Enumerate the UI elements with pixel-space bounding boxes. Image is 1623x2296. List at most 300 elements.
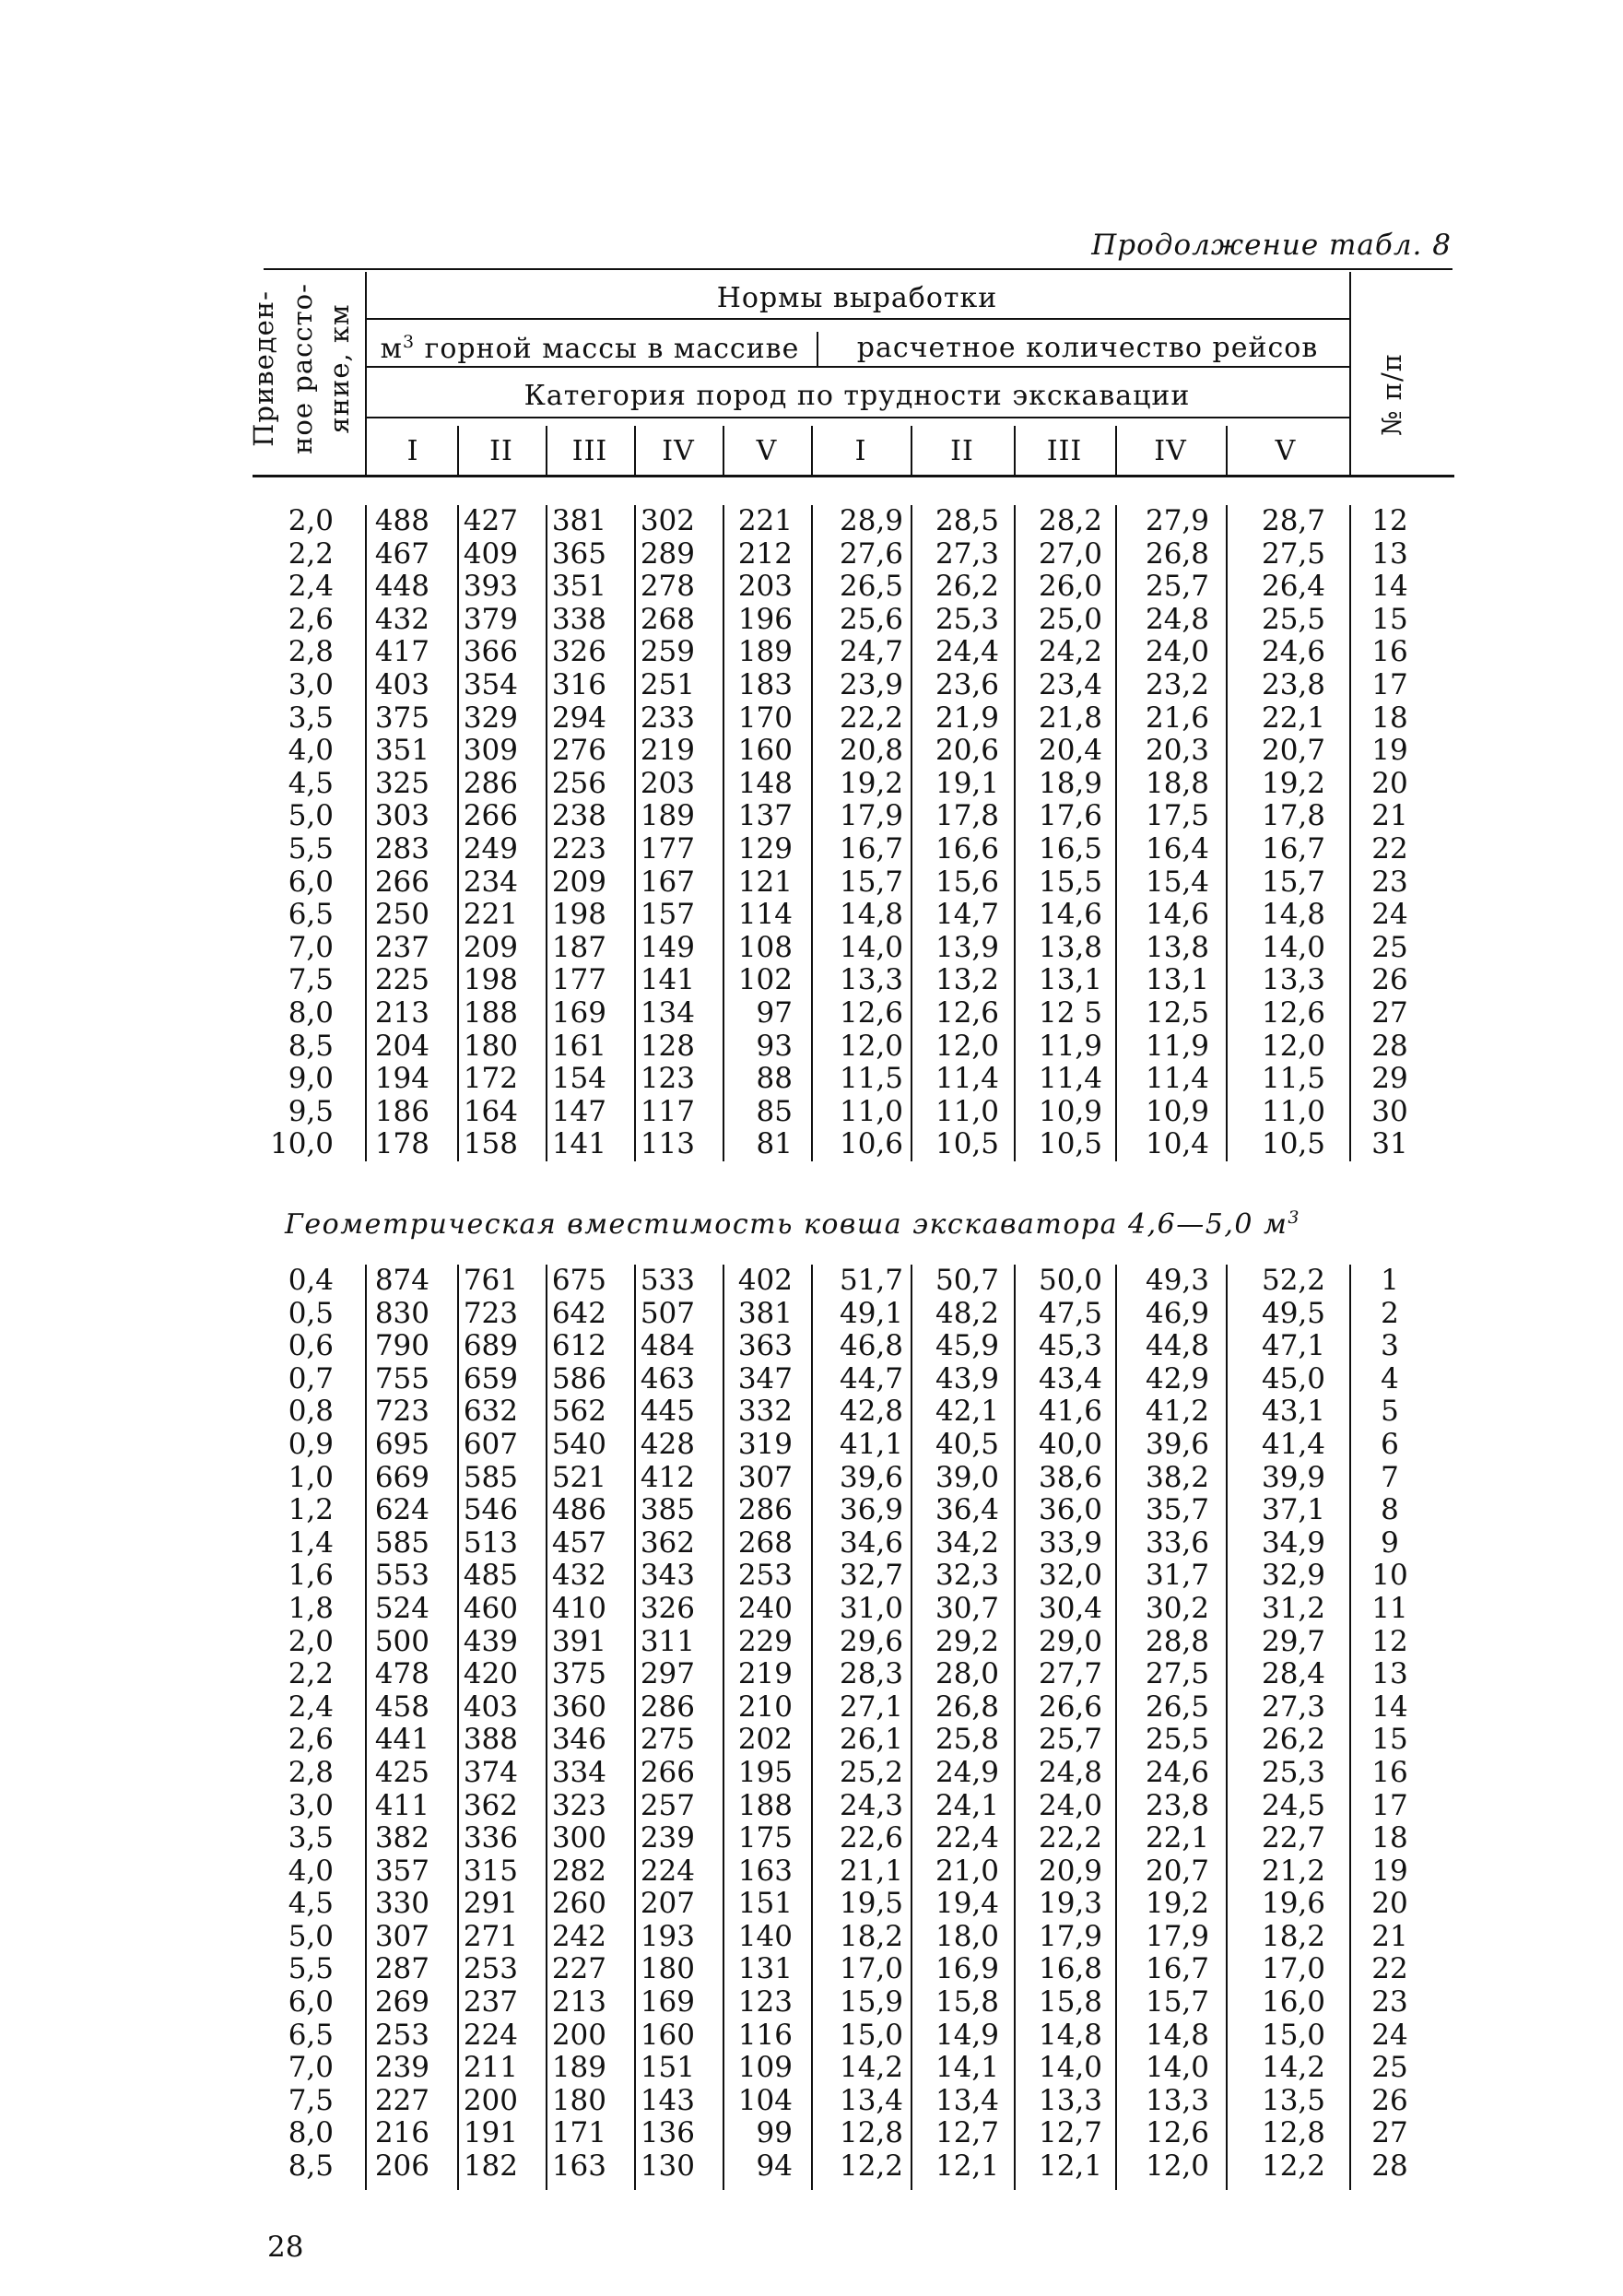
table-cell: 20 bbox=[1371, 766, 1408, 800]
table-cell: 21,0 bbox=[935, 1854, 999, 1888]
rule-norms bbox=[365, 318, 1349, 320]
vrule-b1-3 bbox=[634, 505, 636, 1161]
table-cell: 24,4 bbox=[935, 635, 999, 669]
table-cell: 16,4 bbox=[1145, 831, 1209, 865]
table-cell: 12,2 bbox=[839, 2149, 903, 2184]
table-cell: 39,6 bbox=[839, 1460, 903, 1494]
table-cell: 26,2 bbox=[1261, 1723, 1325, 1757]
table-cell: 134 bbox=[640, 995, 695, 1030]
table-cell: 32,9 bbox=[1261, 1559, 1325, 1593]
table-cell: 18,2 bbox=[839, 1919, 903, 1953]
vrule-b1-6 bbox=[911, 505, 912, 1161]
table-cell: 761 bbox=[463, 1264, 518, 1297]
table-cell: 16,9 bbox=[935, 1952, 999, 1986]
table-cell: 463 bbox=[640, 1361, 695, 1395]
table-cell: 13 bbox=[1371, 536, 1408, 571]
table-cell: 237 bbox=[374, 930, 429, 964]
table-cell: 669 bbox=[374, 1460, 429, 1494]
vrule-h-9 bbox=[1226, 426, 1228, 475]
table-cell: 268 bbox=[737, 1525, 793, 1560]
table-cell: 128 bbox=[640, 1029, 695, 1063]
table-cell: 210 bbox=[737, 1690, 793, 1724]
table-cell: 13,9 bbox=[935, 930, 999, 964]
table-cell: 18,8 bbox=[1145, 766, 1209, 800]
table-cell: 15,9 bbox=[839, 1985, 903, 2019]
table-cell: 10,9 bbox=[1038, 1094, 1102, 1128]
table-cell: 13,2 bbox=[935, 963, 999, 997]
table-cell: 12,6 bbox=[1261, 995, 1325, 1030]
table-cell: 486 bbox=[551, 1493, 606, 1527]
table-cell: 10,5 bbox=[1038, 1127, 1102, 1161]
table-cell: 27,5 bbox=[1145, 1657, 1209, 1691]
table-cell: 45,9 bbox=[935, 1329, 999, 1363]
table-cell: 18,2 bbox=[1261, 1919, 1325, 1953]
table-cell: 23,9 bbox=[839, 667, 903, 701]
table-cell: 202 bbox=[737, 1723, 793, 1757]
table-cell: 21,6 bbox=[1145, 701, 1209, 735]
table-cell: 1,2 bbox=[288, 1493, 334, 1527]
table-cell: 19,4 bbox=[935, 1887, 999, 1921]
table-cell: 417 bbox=[374, 635, 429, 669]
table-cell: 336 bbox=[463, 1821, 518, 1855]
b2-volume-column-1 bbox=[369, 1265, 429, 2184]
table-cell: 266 bbox=[640, 1755, 695, 1789]
table-cell: 360 bbox=[551, 1690, 606, 1724]
table-cell: 585 bbox=[374, 1525, 429, 1560]
header-category-trips-3: III bbox=[1046, 435, 1083, 467]
table-cell: 186 bbox=[374, 1094, 429, 1128]
table-cell: 307 bbox=[737, 1460, 793, 1494]
table-cell: 240 bbox=[737, 1591, 793, 1625]
table-cell: 5,5 bbox=[288, 1952, 334, 1986]
table-cell: 225 bbox=[374, 963, 429, 997]
table-cell: 266 bbox=[374, 865, 429, 899]
table-cell: 154 bbox=[551, 1062, 606, 1096]
table-cell: 24,7 bbox=[839, 635, 903, 669]
table-cell: 307 bbox=[374, 1919, 429, 1953]
table-cell: 30,7 bbox=[935, 1591, 999, 1625]
table-cell: 25,7 bbox=[1038, 1723, 1102, 1757]
table-cell: 5,0 bbox=[288, 1919, 334, 1953]
table-cell: 12,0 bbox=[839, 1029, 903, 1063]
table-cell: 28,5 bbox=[935, 504, 999, 537]
table-cell: 163 bbox=[551, 2149, 606, 2184]
table-cell: 21,8 bbox=[1038, 701, 1102, 735]
table-cell: 23,8 bbox=[1145, 1788, 1209, 1822]
table-cell: 755 bbox=[374, 1361, 429, 1395]
table-cell: 15,0 bbox=[839, 2018, 903, 2052]
table-cell: 271 bbox=[463, 1919, 518, 1953]
table-cell: 46,8 bbox=[839, 1329, 903, 1363]
table-cell: 9,0 bbox=[288, 1062, 334, 1096]
vrule-volume-trips bbox=[817, 332, 818, 367]
table-cell: 194 bbox=[374, 1062, 429, 1096]
table-cell: 790 bbox=[374, 1329, 429, 1363]
table-cell: 695 bbox=[374, 1427, 429, 1461]
table-cell: 113 bbox=[640, 1127, 695, 1161]
table-cell: 224 bbox=[463, 2018, 518, 2052]
table-cell: 300 bbox=[551, 1821, 606, 1855]
table-caption: Продолжение табл. 8 bbox=[1091, 229, 1452, 262]
b2-row-number-column bbox=[1351, 1265, 1429, 2184]
table-cell: 24,1 bbox=[935, 1788, 999, 1822]
table-cell: 24,8 bbox=[1038, 1755, 1102, 1789]
table-cell: 249 bbox=[463, 831, 518, 865]
table-cell: 22 bbox=[1371, 831, 1408, 865]
table-cell: 1,0 bbox=[288, 1460, 334, 1494]
table-cell: 193 bbox=[640, 1919, 695, 1953]
table-cell: 6,5 bbox=[288, 898, 334, 932]
table-cell: 332 bbox=[737, 1395, 793, 1429]
table-cell: 88 bbox=[756, 1062, 793, 1096]
table-cell: 21,2 bbox=[1261, 1854, 1325, 1888]
table-cell: 26,5 bbox=[839, 570, 903, 604]
table-cell: 216 bbox=[374, 2116, 429, 2150]
header-category-trips-4: IV bbox=[1154, 435, 1187, 467]
table-cell: 52,2 bbox=[1261, 1264, 1325, 1297]
table-cell: 14,8 bbox=[1261, 898, 1325, 932]
b2-volume-column-4 bbox=[638, 1265, 695, 2184]
table-cell: 27,7 bbox=[1038, 1657, 1102, 1691]
table-cell: 14,8 bbox=[1038, 2018, 1102, 2052]
table-cell: 2,2 bbox=[288, 536, 334, 571]
table-cell: 11,4 bbox=[1038, 1062, 1102, 1096]
table-cell: 23,2 bbox=[1145, 667, 1209, 701]
table-cell: 123 bbox=[737, 1985, 793, 2019]
table-cell: 38,2 bbox=[1145, 1460, 1209, 1494]
table-cell: 237 bbox=[463, 1985, 518, 2019]
header-category-trips-1: I bbox=[854, 435, 867, 467]
table-cell: 2 bbox=[1381, 1296, 1399, 1330]
header-category-trips-5: V bbox=[1275, 435, 1297, 467]
vrule-b2-2 bbox=[546, 1265, 547, 2190]
table-cell: 20,7 bbox=[1261, 734, 1325, 768]
table-cell: 26,4 bbox=[1261, 570, 1325, 604]
table-cell: 48,2 bbox=[935, 1296, 999, 1330]
table-cell: 385 bbox=[640, 1493, 695, 1527]
table-cell: 219 bbox=[737, 1657, 793, 1691]
table-cell: 23,6 bbox=[935, 667, 999, 701]
table-cell: 388 bbox=[463, 1723, 518, 1757]
table-cell: 253 bbox=[374, 2018, 429, 2052]
table-cell: 28,3 bbox=[839, 1657, 903, 1691]
table-cell: 32,3 bbox=[935, 1559, 999, 1593]
table-cell: 4,0 bbox=[288, 1854, 334, 1888]
table-cell: 17,6 bbox=[1038, 799, 1102, 833]
vrule-b2-3 bbox=[634, 1265, 636, 2190]
table-cell: 29,0 bbox=[1038, 1624, 1102, 1658]
table-cell: 204 bbox=[374, 1029, 429, 1063]
vrule-b2-distance bbox=[365, 1265, 367, 2190]
table-cell: 151 bbox=[737, 1887, 793, 1921]
table-cell: 221 bbox=[737, 504, 793, 537]
table-cell: 33,9 bbox=[1038, 1525, 1102, 1560]
table-cell: 13,8 bbox=[1038, 930, 1102, 964]
header-distance-line-3: яние, км bbox=[323, 303, 355, 434]
vrule-b2-7 bbox=[1014, 1265, 1016, 2190]
table-cell: 251 bbox=[640, 667, 695, 701]
table-cell: 22,7 bbox=[1261, 1821, 1325, 1855]
table-cell: 10,4 bbox=[1145, 1127, 1209, 1161]
header-category-title: Категория пород по трудности экскавации bbox=[523, 380, 1191, 412]
table-cell: 391 bbox=[551, 1624, 606, 1658]
table-cell: 366 bbox=[463, 635, 518, 669]
table-cell: 15,7 bbox=[1145, 1985, 1209, 2019]
table-cell: 432 bbox=[374, 602, 429, 636]
table-cell: 10,0 bbox=[269, 1127, 334, 1161]
table-cell: 533 bbox=[640, 1264, 695, 1297]
table-cell: 632 bbox=[463, 1395, 518, 1429]
table-cell: 15,7 bbox=[1261, 865, 1325, 899]
table-cell: 187 bbox=[551, 930, 606, 964]
table-cell: 36,4 bbox=[935, 1493, 999, 1527]
table-cell: 16 bbox=[1371, 635, 1408, 669]
table-cell: 2,8 bbox=[288, 635, 334, 669]
table-cell: 13 bbox=[1371, 1657, 1408, 1691]
table-cell: 4 bbox=[1381, 1361, 1399, 1395]
table-cell: 17,9 bbox=[839, 799, 903, 833]
table-cell: 362 bbox=[463, 1788, 518, 1822]
table-cell: 8,5 bbox=[288, 2149, 334, 2184]
table-cell: 24 bbox=[1371, 898, 1408, 932]
table-cell: 17,9 bbox=[1038, 1919, 1102, 1953]
table-cell: 8,0 bbox=[288, 2116, 334, 2150]
table-cell: 28 bbox=[1371, 2149, 1408, 2184]
table-cell: 9 bbox=[1381, 1525, 1399, 1560]
table-cell: 250 bbox=[374, 898, 429, 932]
table-cell: 12,7 bbox=[935, 2116, 999, 2150]
table-cell: 540 bbox=[551, 1427, 606, 1461]
table-cell: 723 bbox=[374, 1395, 429, 1429]
table-cell: 12,0 bbox=[1261, 1029, 1325, 1063]
table-cell: 546 bbox=[463, 1493, 518, 1527]
table-cell: 15,8 bbox=[935, 1985, 999, 2019]
table-cell: 31,0 bbox=[839, 1591, 903, 1625]
rule-volume bbox=[365, 366, 1349, 368]
table-cell: 141 bbox=[640, 963, 695, 997]
table-cell: 189 bbox=[640, 799, 695, 833]
table-cell: 47,1 bbox=[1261, 1329, 1325, 1363]
table-cell: 116 bbox=[737, 2018, 793, 2052]
table-cell: 27,3 bbox=[935, 536, 999, 571]
table-cell: 25,2 bbox=[839, 1755, 903, 1789]
table-cell: 183 bbox=[737, 667, 793, 701]
table-cell: 6,0 bbox=[288, 865, 334, 899]
table-cell: 99 bbox=[756, 2116, 793, 2150]
table-cell: 351 bbox=[551, 570, 606, 604]
table-cell: 7,0 bbox=[288, 2051, 334, 2085]
b1-trips-column-1 bbox=[815, 505, 903, 1161]
table-cell: 22,1 bbox=[1261, 701, 1325, 735]
table-cell: 36,9 bbox=[839, 1493, 903, 1527]
table-cell: 24,5 bbox=[1261, 1788, 1325, 1822]
table-cell: 131 bbox=[737, 1952, 793, 1986]
table-cell: 15,4 bbox=[1145, 865, 1209, 899]
table-cell: 354 bbox=[463, 667, 518, 701]
table-cell: 13,8 bbox=[1145, 930, 1209, 964]
table-cell: 7,5 bbox=[288, 2083, 334, 2117]
table-cell: 478 bbox=[374, 1657, 429, 1691]
table-cell: 17,8 bbox=[1261, 799, 1325, 833]
table-cell: 24,3 bbox=[839, 1788, 903, 1822]
table-cell: 14,2 bbox=[1261, 2051, 1325, 2085]
table-cell: 6 bbox=[1381, 1427, 1399, 1461]
table-cell: 13,1 bbox=[1145, 963, 1209, 997]
vrule-b1-distance bbox=[365, 505, 367, 1161]
table-cell: 34,9 bbox=[1261, 1525, 1325, 1560]
table-cell: 233 bbox=[640, 701, 695, 735]
table-cell: 10,9 bbox=[1145, 1094, 1209, 1128]
table-cell: 33,6 bbox=[1145, 1525, 1209, 1560]
table-cell: 266 bbox=[463, 799, 518, 833]
table-cell: 19 bbox=[1371, 1854, 1408, 1888]
table-cell: 102 bbox=[737, 963, 793, 997]
table-cell: 14 bbox=[1371, 1690, 1408, 1724]
table-cell: 351 bbox=[374, 734, 429, 768]
table-cell: 19,3 bbox=[1038, 1887, 1102, 1921]
table-cell: 12,5 bbox=[1145, 995, 1209, 1030]
table-cell: 346 bbox=[551, 1723, 606, 1757]
table-cell: 289 bbox=[640, 536, 695, 571]
table-cell: 3,5 bbox=[288, 1821, 334, 1855]
table-cell: 2,6 bbox=[288, 1723, 334, 1757]
table-cell: 97 bbox=[756, 995, 793, 1030]
table-cell: 27,3 bbox=[1261, 1690, 1325, 1724]
table-cell: 40,0 bbox=[1038, 1427, 1102, 1461]
table-cell: 18 bbox=[1371, 701, 1408, 735]
table-cell: 319 bbox=[737, 1427, 793, 1461]
table-cell: 283 bbox=[374, 831, 429, 865]
table-cell: 114 bbox=[737, 898, 793, 932]
table-cell: 15,0 bbox=[1261, 2018, 1325, 2052]
table-cell: 14,0 bbox=[1145, 2051, 1209, 2085]
table-cell: 326 bbox=[640, 1591, 695, 1625]
table-cell: 41,1 bbox=[839, 1427, 903, 1461]
vrule-h-3 bbox=[634, 426, 636, 475]
table-cell: 12 bbox=[1371, 504, 1408, 537]
table-cell: 37,1 bbox=[1261, 1493, 1325, 1527]
table-cell: 161 bbox=[551, 1029, 606, 1063]
table-cell: 27,0 bbox=[1038, 536, 1102, 571]
table-cell: 25,0 bbox=[1038, 602, 1102, 636]
table-cell: 14,0 bbox=[839, 930, 903, 964]
table-cell: 49,3 bbox=[1145, 1264, 1209, 1297]
table-cell: 19,1 bbox=[935, 766, 999, 800]
table-cell: 180 bbox=[640, 1952, 695, 1986]
table-cell: 27,1 bbox=[839, 1690, 903, 1724]
table-cell: 10,5 bbox=[935, 1127, 999, 1161]
table-cell: 213 bbox=[374, 995, 429, 1030]
table-cell: 34,6 bbox=[839, 1525, 903, 1560]
table-cell: 14,6 bbox=[1145, 898, 1209, 932]
table-cell: 256 bbox=[551, 766, 606, 800]
table-cell: 269 bbox=[374, 1985, 429, 2019]
table-cell: 586 bbox=[551, 1361, 606, 1395]
table-cell: 12,0 bbox=[1145, 2149, 1209, 2184]
b2-trips-column-1 bbox=[815, 1265, 903, 2184]
table-cell: 35,7 bbox=[1145, 1493, 1209, 1527]
table-cell: 12,1 bbox=[935, 2149, 999, 2184]
table-cell: 291 bbox=[463, 1887, 518, 1921]
table-cell: 41,2 bbox=[1145, 1395, 1209, 1429]
table-cell: 363 bbox=[737, 1329, 793, 1363]
table-cell: 347 bbox=[737, 1361, 793, 1395]
table-cell: 4,0 bbox=[288, 734, 334, 768]
table-cell: 425 bbox=[374, 1755, 429, 1789]
table-cell: 410 bbox=[551, 1591, 606, 1625]
table-cell: 642 bbox=[551, 1296, 606, 1330]
table-cell: 28,0 bbox=[935, 1657, 999, 1691]
b1-trips-column-4 bbox=[1119, 505, 1209, 1161]
table-cell: 2,2 bbox=[288, 1657, 334, 1691]
table-cell: 8,5 bbox=[288, 1029, 334, 1063]
table-cell: 1,8 bbox=[288, 1591, 334, 1625]
table-cell: 22,4 bbox=[935, 1821, 999, 1855]
table-cell: 203 bbox=[737, 570, 793, 604]
vrule-b2-8 bbox=[1115, 1265, 1117, 2190]
table-cell: 34,2 bbox=[935, 1525, 999, 1560]
table-cell: 2,8 bbox=[288, 1755, 334, 1789]
vrule-h-1 bbox=[457, 426, 459, 475]
table-cell: 22,2 bbox=[1038, 1821, 1102, 1855]
table-cell: 50,7 bbox=[935, 1264, 999, 1297]
table-cell: 143 bbox=[640, 2083, 695, 2117]
table-cell: 44,8 bbox=[1145, 1329, 1209, 1363]
table-cell: 27 bbox=[1371, 2116, 1408, 2150]
table-cell: 25 bbox=[1371, 2051, 1408, 2085]
table-cell: 507 bbox=[640, 1296, 695, 1330]
table-cell: 2,4 bbox=[288, 1690, 334, 1724]
table-cell: 12,8 bbox=[839, 2116, 903, 2150]
table-cell: 180 bbox=[463, 1029, 518, 1063]
table-cell: 0,5 bbox=[288, 1296, 334, 1330]
table-cell: 830 bbox=[374, 1296, 429, 1330]
table-cell: 521 bbox=[551, 1460, 606, 1494]
table-cell: 20,9 bbox=[1038, 1854, 1102, 1888]
table-cell: 209 bbox=[463, 930, 518, 964]
table-cell: 31,7 bbox=[1145, 1559, 1209, 1593]
table-cell: 11,4 bbox=[1145, 1062, 1209, 1096]
table-cell: 13,3 bbox=[839, 963, 903, 997]
table-cell: 167 bbox=[640, 865, 695, 899]
table-cell: 42,9 bbox=[1145, 1361, 1209, 1395]
table-cell: 326 bbox=[551, 635, 606, 669]
table-cell: 169 bbox=[551, 995, 606, 1030]
table-cell: 286 bbox=[737, 1493, 793, 1527]
table-cell: 13,1 bbox=[1038, 963, 1102, 997]
table-cell: 24,9 bbox=[935, 1755, 999, 1789]
table-cell: 191 bbox=[463, 2116, 518, 2150]
table-cell: 0,6 bbox=[288, 1329, 334, 1363]
table-cell: 17,0 bbox=[839, 1952, 903, 1986]
table-cell: 428 bbox=[640, 1427, 695, 1461]
table-cell: 206 bbox=[374, 2149, 429, 2184]
table-cell: 278 bbox=[640, 570, 695, 604]
header-norms-title: Нормы выработки bbox=[716, 282, 998, 314]
table-cell: 13,3 bbox=[1261, 963, 1325, 997]
table-cell: 524 bbox=[374, 1591, 429, 1625]
table-cell: 1,6 bbox=[288, 1559, 334, 1593]
table-cell: 28,4 bbox=[1261, 1657, 1325, 1691]
table-cell: 27,6 bbox=[839, 536, 903, 571]
header-distance-line-2: ное рассто- bbox=[287, 283, 318, 454]
table-cell: 12 bbox=[1371, 1624, 1408, 1658]
table-cell: 51,7 bbox=[839, 1264, 903, 1297]
table-cell: 6,5 bbox=[288, 2018, 334, 2052]
bucket-capacity-subtitle: Геометрическая вместимость ковша экскаватора 4,6—5,0 $м^3$ bbox=[285, 1207, 1300, 1241]
table-cell: 13,5 bbox=[1261, 2083, 1325, 2117]
table-cell: 14,9 bbox=[935, 2018, 999, 2052]
